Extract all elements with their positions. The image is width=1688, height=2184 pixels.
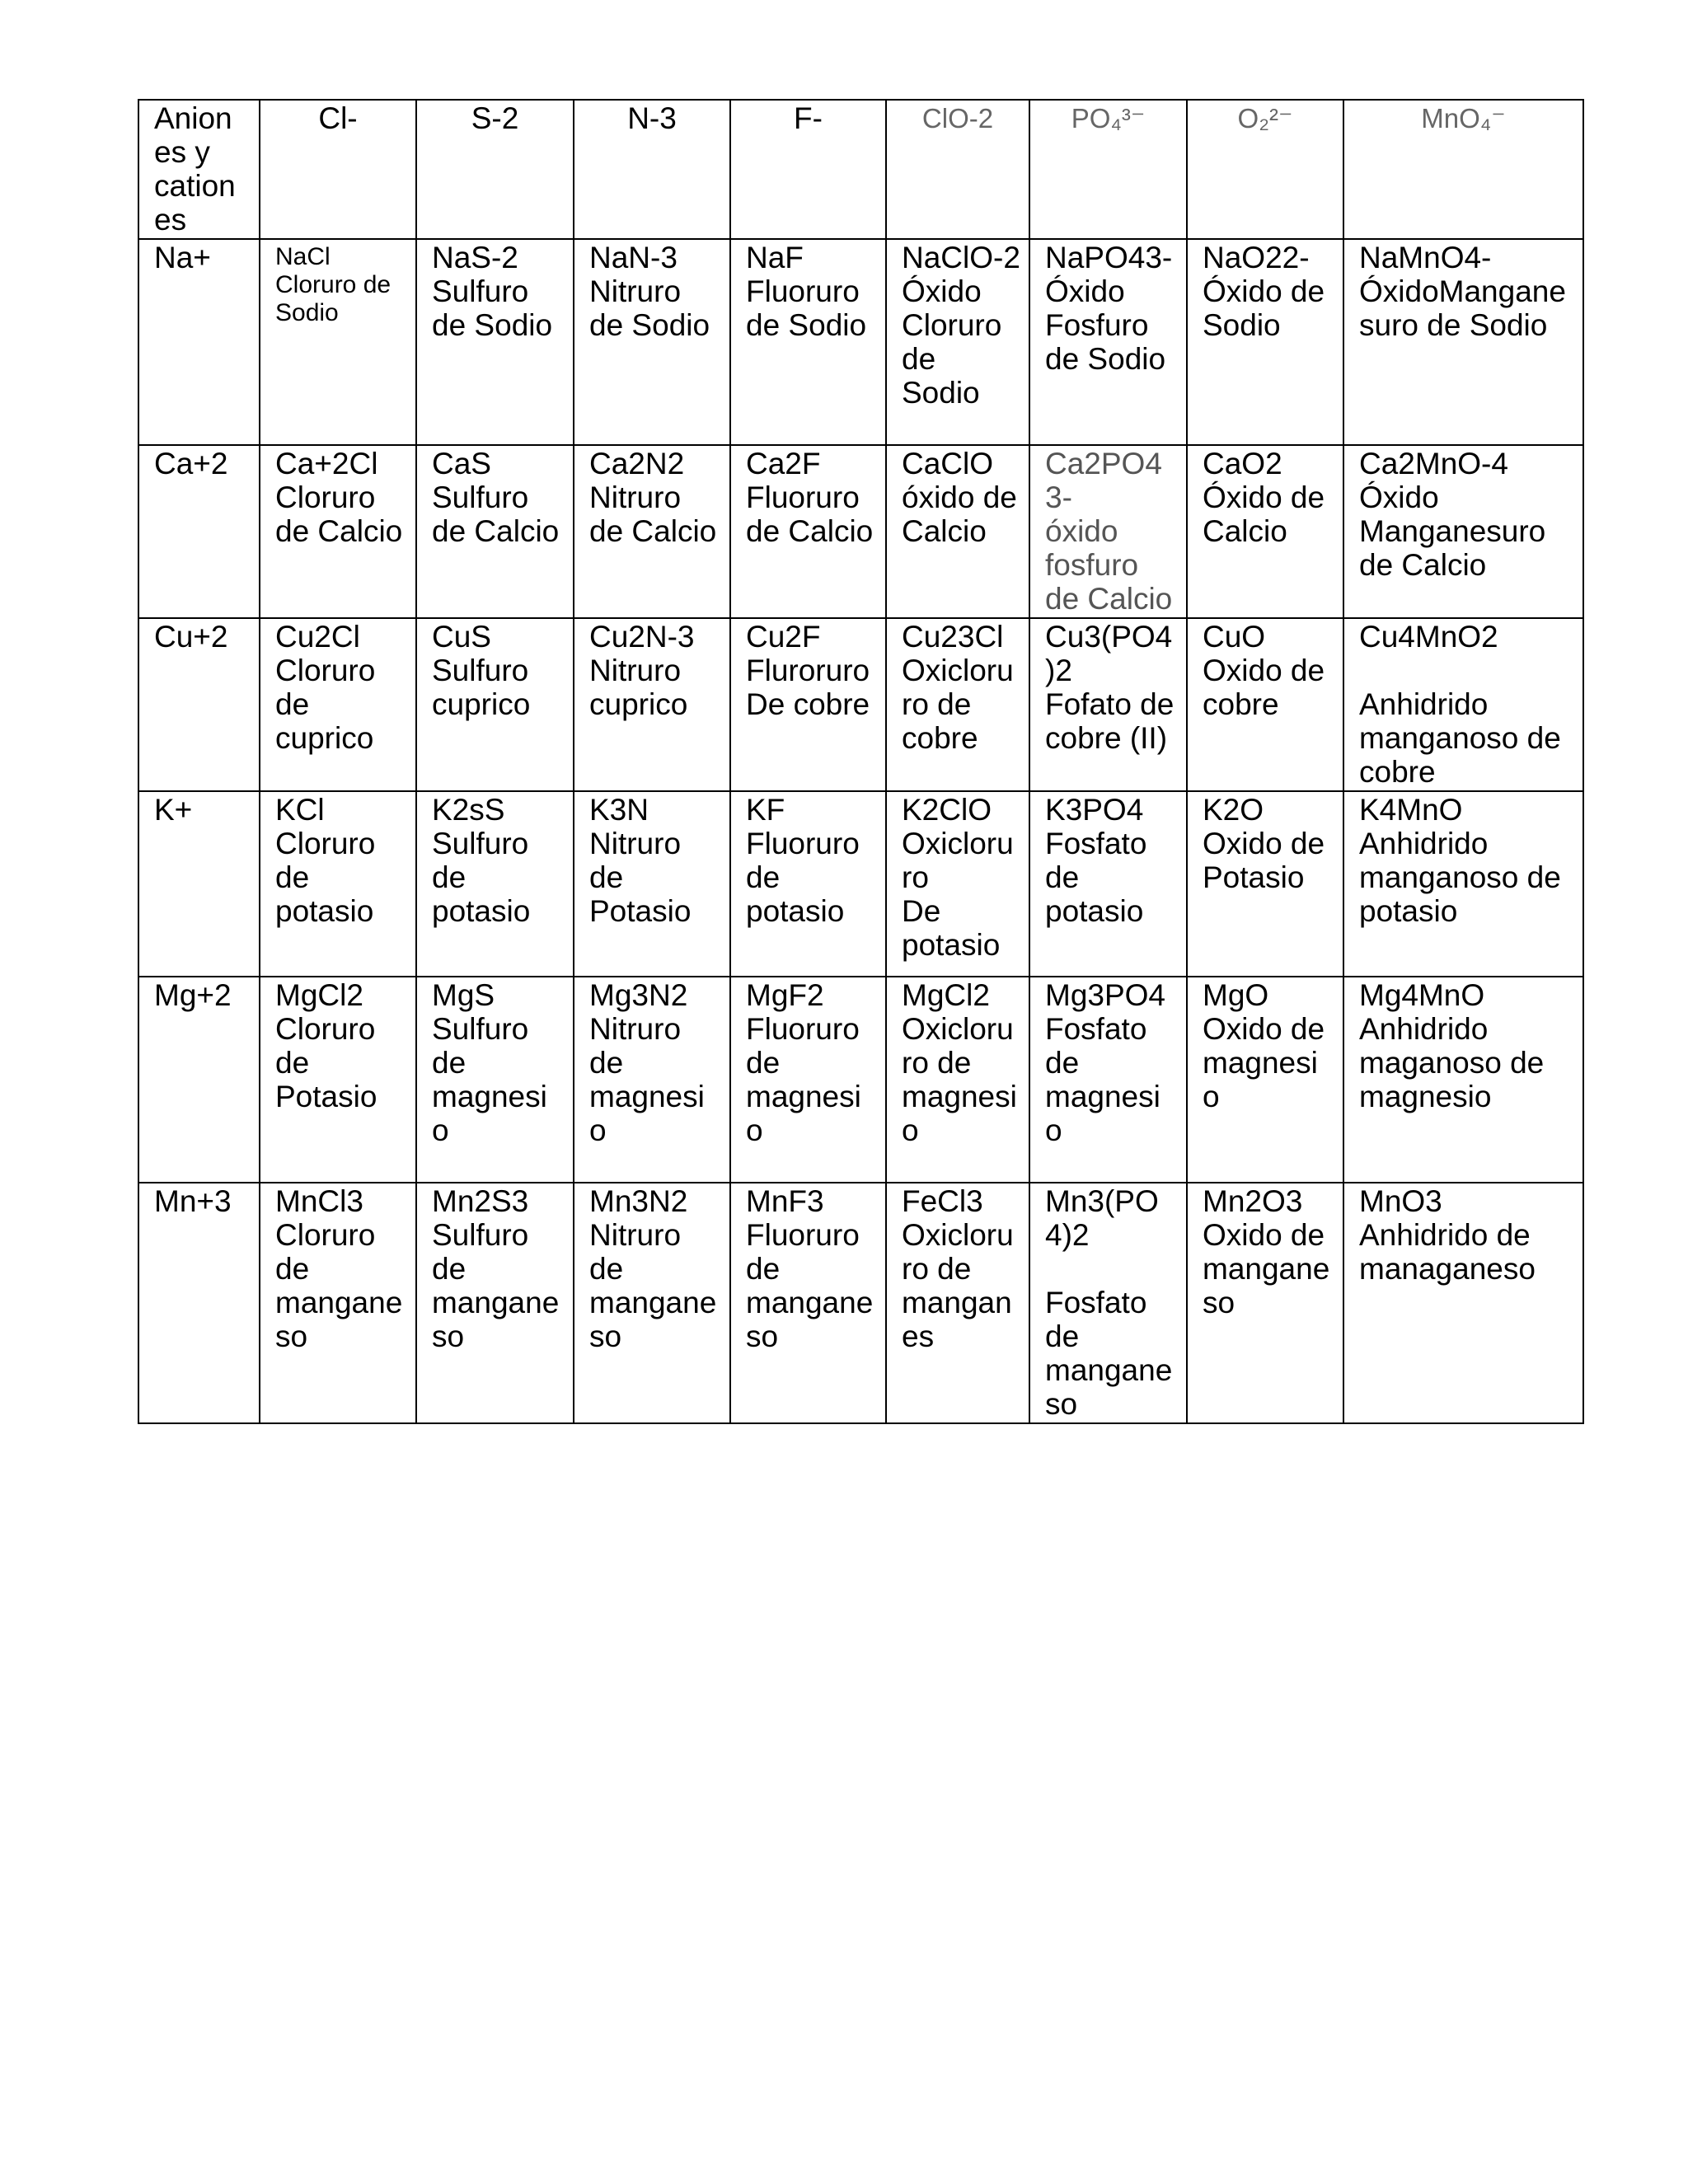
header-row (138, 100, 1583, 239)
header-cell: F- (730, 100, 886, 239)
table-cell: NaS-2 Sulfuro de Sodio (416, 239, 574, 445)
header-cell: N-3 (574, 100, 730, 239)
table-row (138, 618, 1583, 791)
table-cell: MnF3 Fluoruro de mangane so (730, 1183, 886, 1423)
header-cell: ClO-2 (886, 100, 1029, 239)
table-cell: K2ClO Oxicloru ro De potasio (886, 791, 1029, 977)
table-cell: NaPO43- Óxido Fosfuro de Sodio (1029, 239, 1187, 445)
table-cell: CaO2 Óxido de Calcio (1187, 445, 1343, 618)
table-row (138, 445, 1583, 618)
row-header-cell: Na+ (138, 239, 260, 445)
table-row (138, 239, 1583, 445)
table-cell: Cu2Cl Cloruro de cuprico (260, 618, 416, 791)
table-cell: MgCl2 Oxicloru ro de magnesi o (886, 977, 1029, 1183)
header-cell: MnO₄⁻ (1343, 100, 1583, 239)
header-cell: Cl- (260, 100, 416, 239)
table-cell: MgS Sulfuro de magnesi o (416, 977, 574, 1183)
table-row (138, 1183, 1583, 1423)
table-cell: K4MnO Anhidrido manganoso de potasio (1343, 791, 1583, 977)
table-cell: MgF2 Fluoruro de magnesi o (730, 977, 886, 1183)
table-cell: KF Fluoruro de potasio (730, 791, 886, 977)
table-cell: MgO Oxido de magnesi o (1187, 977, 1343, 1183)
table-cell: MgCl2 Cloruro de Potasio (260, 977, 416, 1183)
table-cell: Mn2S3 Sulfuro de mangane so (416, 1183, 574, 1423)
table-cell: CuS Sulfuro cuprico (416, 618, 574, 791)
table-cell: Mg3PO4 Fosfato de magnesi o (1029, 977, 1187, 1183)
table-cell: Mg3N2 Nitruro de magnesi o (574, 977, 730, 1183)
table-cell: CaS Sulfuro de Calcio (416, 445, 574, 618)
table-cell: NaMnO4- ÓxidoMangane suro de Sodio (1343, 239, 1583, 445)
header-cell: S-2 (416, 100, 574, 239)
table-cell: Cu4MnO2 Anhidrido manganoso de cobre (1343, 618, 1583, 791)
header-cell: PO₄³⁻ (1029, 100, 1187, 239)
table-cell: K3N Nitruro de Potasio (574, 791, 730, 977)
table-cell: MnCl3 Cloruro de mangane so (260, 1183, 416, 1423)
row-header-cell: Cu+2 (138, 618, 260, 791)
corner-header-cell: Anion es y cation es (138, 100, 260, 239)
table-cell: Cu3(PO4 )2 Fofato de cobre (II) (1029, 618, 1187, 791)
table-cell: NaN-3 Nitruro de Sodio (574, 239, 730, 445)
table-cell: NaO22- Óxido de Sodio (1187, 239, 1343, 445)
row-header-cell: Mn+3 (138, 1183, 260, 1423)
table-cell: NaClO-2 Óxido Cloruro de Sodio (886, 239, 1029, 445)
table-row (138, 791, 1583, 977)
header-cell: O₂²⁻ (1187, 100, 1343, 239)
table-cell: Ca2F Fluoruro de Calcio (730, 445, 886, 618)
table-cell: Cu2F Fluroruro De cobre (730, 618, 886, 791)
row-header-cell: K+ (138, 791, 260, 977)
row-header-cell: Mg+2 (138, 977, 260, 1183)
table-cell: Cu2N-3 Nitruro cuprico (574, 618, 730, 791)
table-cell: Ca2PO43- óxido fosfuro de Calcio (1029, 445, 1187, 618)
table-cell: NaF Fluoruro de Sodio (730, 239, 886, 445)
table-cell: K2O Oxido de Potasio (1187, 791, 1343, 977)
table-cell: MnO3 Anhidrido de managaneso (1343, 1183, 1583, 1423)
table-cell: Mg4MnO Anhidrido maganoso de magnesio (1343, 977, 1583, 1183)
table-cell: CaClO óxido de Calcio (886, 445, 1029, 618)
table-cell: Ca2N2 Nitruro de Calcio (574, 445, 730, 618)
table-cell: K3PO4 Fosfato de potasio (1029, 791, 1187, 977)
table-cell: Mn3N2 Nitruro de mangane so (574, 1183, 730, 1423)
table-cell: Mn3(PO 4)2 Fosfato de mangane so (1029, 1183, 1187, 1423)
table-cell: CuO Oxido de cobre (1187, 618, 1343, 791)
table-cell: Mn2O3 Oxido de mangane so (1187, 1183, 1343, 1423)
table-row (138, 977, 1583, 1183)
table-cell: KCl Cloruro de potasio (260, 791, 416, 977)
row-header-cell: Ca+2 (138, 445, 260, 618)
table-cell: Cu23Cl Oxicloru ro de cobre (886, 618, 1029, 791)
table-cell: K2sS Sulfuro de potasio (416, 791, 574, 977)
table-cell: Ca2MnO-4 Óxido Manganesuro de Calcio (1343, 445, 1583, 618)
compound-table (138, 99, 1584, 1424)
table-cell: Ca+2Cl Cloruro de Calcio (260, 445, 416, 618)
table-cell: FeCl3 Oxicloru ro de mangan es (886, 1183, 1029, 1423)
table-cell: NaCl Cloruro de Sodio (260, 239, 416, 445)
